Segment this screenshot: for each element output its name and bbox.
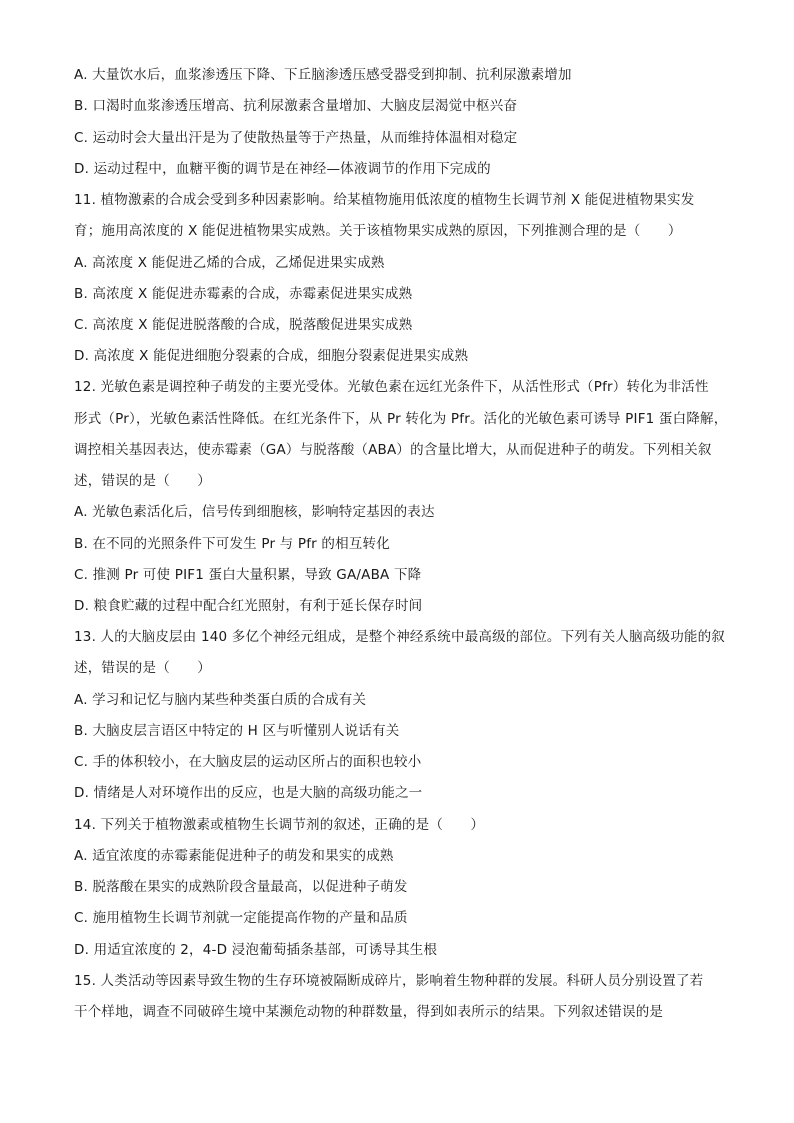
q11-stem-line-1: 11. 植物激素的合成会受到多种因素影响。给某植物施用低浓度的植物生长调节剂 X 能促进植物果实发 — [74, 192, 695, 208]
q12-option-c: C. 推测 Pr 可使 PIF1 蛋白大量积累，导致 GA/ABA 下降 — [74, 567, 422, 583]
q12-option-a: A. 光敏色素活化后，信号传到细胞核，影响特定基因的表达 — [74, 504, 435, 520]
q10-option-a: A. 大量饮水后，血浆渗透压下降、下丘脑渗透压感受器受到抑制、抗利尿激素增加 — [74, 67, 572, 83]
q13-option-d: D. 情绪是人对环境作出的反应，也是大脑的高级功能之一 — [74, 785, 423, 801]
q12-option-d: D. 粮食贮藏的过程中配合红光照射，有利于延长保存时间 — [74, 598, 423, 614]
q12-option-b: B. 在不同的光照条件下可发生 Pr 与 Pfr 的相互转化 — [74, 536, 390, 552]
q15-stem-line-2: 干个样地，调查不同破碎生境中某濒危动物的种群数量，得到如表所示的结果。下列叙述错误的是 — [74, 1004, 664, 1020]
q14-option-d: D. 用适宜浓度的 2，4-D 浸泡葡萄插条基部，可诱导其生根 — [74, 942, 438, 958]
q10-option-b: B. 口渴时血浆渗透压增高、抗利尿激素含量增加、大脑皮层渴觉中枢兴奋 — [74, 98, 518, 114]
q11-stem-line-2: 育；施用高浓度的 X 能促进植物果实成熟。关于该植物果实成熟的原因，下列推测合理的是（ ） — [74, 223, 682, 239]
q10-option-d: D. 运动过程中，血糖平衡的调节是在神经—体液调节的作用下完成的 — [74, 161, 491, 177]
q10-option-c: C. 运动时会大量出汗是为了使散热量等于产热量，从而维持体温相对稳定 — [74, 130, 518, 146]
q12-stem-line-4: 述，错误的是（ ） — [74, 473, 211, 489]
q12-stem-line-1: 12. 光敏色素是调控种子萌发的主要光受体。光敏色素在远红光条件下，从活性形式（Pfr）转化为非活性 — [74, 379, 709, 395]
q11-option-d: D. 高浓度 X 能促进细胞分裂素的合成，细胞分裂素促进果实成熟 — [74, 348, 469, 364]
q12-stem-line-3: 调控相关基因表达，使赤霉素（GA）与脱落酸（ABA）的含量比增大，从而促进种子的萌发。下列相关叙 — [74, 442, 712, 458]
q14-option-b: B. 脱落酸在果实的成熟阶段含量最高，以促进种子萌发 — [74, 879, 408, 895]
q11-option-c: C. 高浓度 X 能促进脱落酸的合成，脱落酸促进果实成熟 — [74, 317, 413, 333]
q11-option-a: A. 高浓度 X 能促进乙烯的合成，乙烯促进果实成熟 — [74, 255, 385, 271]
q11-option-b: B. 高浓度 X 能促进赤霉素的合成，赤霉素促进果实成熟 — [74, 286, 413, 302]
q13-option-a: A. 学习和记忆与脑内某些种类蛋白质的合成有关 — [74, 692, 367, 708]
q13-option-b: B. 大脑皮层言语区中特定的 H 区与听懂别人说话有关 — [74, 723, 400, 739]
q13-stem-line-2: 述，错误的是（ ） — [74, 660, 211, 676]
q12-stem-line-2: 形式（Pr），光敏色素活性降低。在红光条件下，从 Pr 转化为 Pfr。活化的光敏色素可诱导 PIF1 蛋白降解， — [74, 411, 728, 427]
q13-option-c: C. 手的体积较小，在大脑皮层的运动区所占的面积也较小 — [74, 754, 422, 770]
q13-stem-line-1: 13. 人的大脑皮层由 140 多亿个神经元组成，是整个神经系统中最高级的部位。下列有关人脑高级功能的叙 — [74, 629, 726, 645]
q14-option-c: C. 施用植物生长调节剂就一定能提高作物的产量和品质 — [74, 910, 408, 926]
q14-stem: 14. 下列关于植物激素或植物生长调节剂的叙述，正确的是（ ） — [74, 817, 485, 833]
q14-option-a: A. 适宜浓度的赤霉素能促进种子的萌发和果实的成熟 — [74, 848, 394, 864]
q15-stem-line-1: 15. 人类活动等因素导致生物的生存环境被隔断成碎片，影响着生物种群的发展。科研人员分别设置了若 — [74, 973, 704, 989]
